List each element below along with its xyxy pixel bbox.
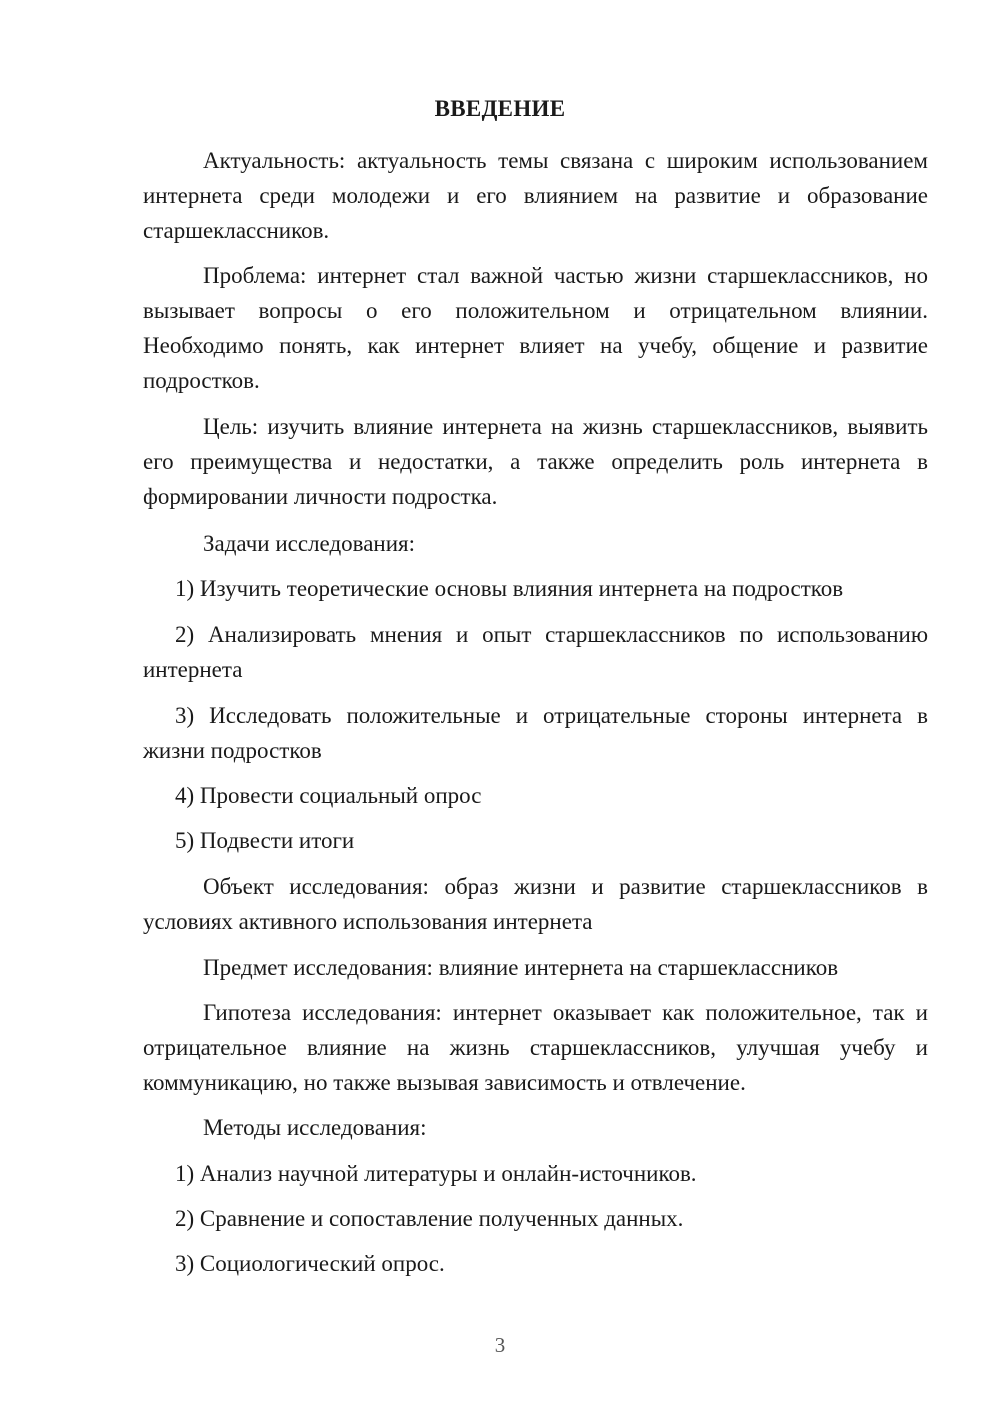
method-item-1: 1) Анализ научной литературы и онлайн-источников. bbox=[175, 1161, 697, 1186]
relevance-paragraph: Актуальность: актуальность темы связана с широким использованием интернета среди молодежи и его влиянием на развитие и образование старшеклассников. bbox=[143, 148, 928, 243]
method-item-2: 2) Сравнение и сопоставление полученных данных. bbox=[175, 1206, 684, 1231]
subject-paragraph: Предмет исследования: влияние интернета на старшеклассников bbox=[203, 955, 839, 980]
task-item-3: 3) Исследовать положительные и отрицательные стороны интернета в жизни подростков bbox=[143, 703, 928, 763]
page-title: ВВЕДЕНИЕ bbox=[434, 96, 566, 121]
goal-paragraph: Цель: изучить влияние интернета на жизнь старшеклассников, выявить его преимущества и недостатки, а также определить роль интернета в формировании личности подростка. bbox=[143, 414, 928, 509]
task-item-1: 1) Изучить теоретические основы влияния интернета на подростков bbox=[175, 576, 844, 601]
methods-heading: Методы исследования: bbox=[203, 1115, 427, 1140]
page-number: 3 bbox=[494, 1333, 506, 1357]
task-item-5: 5) Подвести итоги bbox=[175, 828, 355, 853]
tasks-heading: Задачи исследования: bbox=[203, 531, 416, 556]
task-item-4: 4) Провести социальный опрос bbox=[175, 783, 482, 808]
object-paragraph: Объект исследования: образ жизни и развитие старшеклассников в условиях активного использования интернета bbox=[143, 874, 928, 934]
hypothesis-paragraph: Гипотеза исследования: интернет оказывает как положительное, так и отрицательное влияние на жизнь старшеклассников, улучшая учебу и коммуникацию, но также вызывая зависимость и отвлечение. bbox=[143, 1000, 928, 1095]
problem-paragraph: Проблема: интернет стал важной частью жизни старшеклассников, но вызывает вопросы о его положительном и отрицательном влиянии. Необходимо понять, как интернет влияет на учебу, общение и развитие подростков. bbox=[143, 263, 928, 393]
task-item-2: 2) Анализировать мнения и опыт старшеклассников по использованию интернета bbox=[143, 622, 928, 682]
method-item-3: 3) Социологический опрос. bbox=[175, 1251, 445, 1276]
